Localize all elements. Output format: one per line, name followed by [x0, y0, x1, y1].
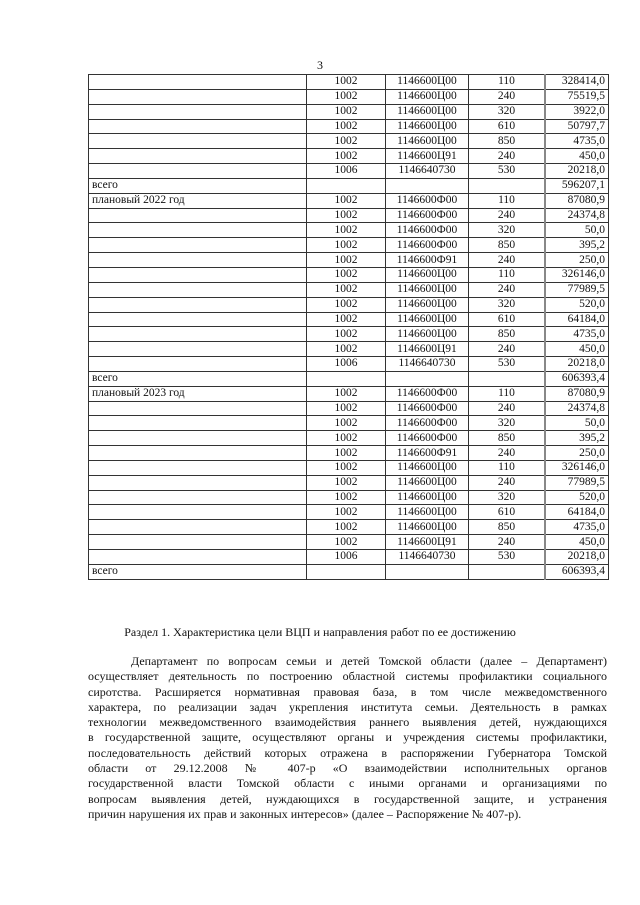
amount-cell: 77989,5 [545, 282, 609, 297]
table-row [89, 550, 609, 565]
target-code-cell: 1146600Ф91 [386, 446, 469, 461]
section-code-cell: 1002 [307, 208, 386, 223]
expense-type-cell: 850 [469, 134, 546, 149]
target-code-cell: 1146600Ц00 [386, 75, 469, 90]
amount-cell: 395,2 [545, 431, 609, 446]
paragraph-line: причин нарушения их прав и законных интересов» (далее – Распоряжение № 407-р). [88, 806, 522, 821]
section-code-cell [307, 564, 386, 579]
amount-cell: 20218,0 [545, 357, 609, 372]
target-code-cell: 1146600Ф00 [386, 401, 469, 416]
table-row [89, 357, 609, 372]
target-code-cell: 1146600Ц00 [386, 520, 469, 535]
expense-type-cell: 240 [469, 149, 546, 164]
amount-cell: 77989,5 [545, 475, 609, 490]
table-row [89, 327, 609, 342]
paragraph-line: последовательность действий которых отражена в распоряжении Губернатора Томской [88, 745, 607, 760]
target-code-cell: 1146640730 [386, 164, 469, 179]
row-label-cell [89, 134, 307, 149]
table-row [89, 89, 609, 104]
table-row [89, 178, 609, 193]
page-number: 3 [317, 58, 323, 72]
expense-type-cell: 110 [469, 386, 546, 401]
amount-cell: 50797,7 [545, 119, 609, 134]
section-code-cell: 1002 [307, 119, 386, 134]
expense-type-cell: 320 [469, 223, 546, 238]
expense-type-cell: 110 [469, 75, 546, 90]
table-row [89, 134, 609, 149]
row-label-cell: плановый 2022 год [89, 193, 307, 208]
amount-cell: 3922,0 [545, 104, 609, 119]
expense-type-cell: 610 [469, 505, 546, 520]
section-code-cell: 1002 [307, 416, 386, 431]
expense-type-cell: 240 [469, 208, 546, 223]
target-code-cell: 1146600Ф00 [386, 208, 469, 223]
row-label-cell: всего [89, 564, 307, 579]
expense-type-cell: 320 [469, 490, 546, 505]
table-row [89, 282, 609, 297]
amount-cell: 4735,0 [545, 327, 609, 342]
section-code-cell [307, 178, 386, 193]
target-code-cell: 1146600Ф00 [386, 416, 469, 431]
amount-cell: 4735,0 [545, 520, 609, 535]
expense-type-cell: 320 [469, 104, 546, 119]
paragraph-line: в государственной защите, осуществляют органы и учреждения системы профилактики, [88, 730, 607, 745]
row-label-cell [89, 208, 307, 223]
table-row [89, 460, 609, 475]
row-label-cell [89, 164, 307, 179]
table-row [89, 505, 609, 520]
target-code-cell: 1146600Ф00 [386, 193, 469, 208]
paragraph-line: государственной власти Томской области с иными органами и организациями по [88, 776, 607, 791]
row-label-cell [89, 223, 307, 238]
section-code-cell: 1002 [307, 327, 386, 342]
amount-cell: 450,0 [545, 149, 609, 164]
row-label-cell: всего [89, 178, 307, 193]
amount-cell: 450,0 [545, 535, 609, 550]
expense-type-cell: 320 [469, 416, 546, 431]
amount-cell: 75519,5 [545, 89, 609, 104]
target-code-cell: 1146600Ц91 [386, 535, 469, 550]
table-row [89, 401, 609, 416]
amount-cell: 520,0 [545, 297, 609, 312]
amount-cell: 64184,0 [545, 312, 609, 327]
table-row [89, 386, 609, 401]
table-row [89, 297, 609, 312]
paragraph-line: характера, по реализации задач укрепления института семьи. Деятельность в рамках [88, 699, 607, 714]
section-code-cell: 1002 [307, 312, 386, 327]
row-label-cell [89, 357, 307, 372]
table-row [89, 104, 609, 119]
expense-type-cell: 850 [469, 327, 546, 342]
target-code-cell: 1146600Ц00 [386, 327, 469, 342]
amount-cell: 64184,0 [545, 505, 609, 520]
section-code-cell: 1002 [307, 460, 386, 475]
section-code-cell: 1002 [307, 89, 386, 104]
amount-cell: 24374,8 [545, 208, 609, 223]
table-row [89, 75, 609, 90]
row-label-cell [89, 460, 307, 475]
expense-type-cell: 240 [469, 535, 546, 550]
row-label-cell [89, 149, 307, 164]
row-label-cell [89, 75, 307, 90]
row-label-cell [89, 550, 307, 565]
target-code-cell [386, 371, 469, 386]
expense-type-cell: 240 [469, 401, 546, 416]
table-row [89, 193, 609, 208]
expense-type-cell: 610 [469, 312, 546, 327]
paragraph-line: технологии межведомственного взаимодействия раннего выявления детей, нуждающихся [88, 715, 607, 730]
table-row [89, 416, 609, 431]
row-label-cell [89, 431, 307, 446]
target-code-cell: 1146600Ц00 [386, 134, 469, 149]
section-code-cell: 1006 [307, 550, 386, 565]
amount-cell: 24374,8 [545, 401, 609, 416]
section-code-cell [307, 371, 386, 386]
target-code-cell: 1146640730 [386, 357, 469, 372]
amount-cell: 328414,0 [545, 75, 609, 90]
target-code-cell [386, 564, 469, 579]
expense-type-cell: 320 [469, 297, 546, 312]
paragraph-line: вопросам выявления детей, нуждающихся в государственной защите, и устранения [88, 791, 607, 806]
target-code-cell: 1146600Ц00 [386, 282, 469, 297]
row-label-cell [89, 267, 307, 282]
table-row [89, 119, 609, 134]
target-code-cell: 1146600Ц00 [386, 312, 469, 327]
table-row [89, 267, 609, 282]
expense-type-cell [469, 564, 546, 579]
section-code-cell: 1002 [307, 520, 386, 535]
paragraph-line: области от 29.12.2008 № 407-р «О взаимодействии исполнительных органов [88, 761, 607, 776]
target-code-cell: 1146600Ф00 [386, 431, 469, 446]
expense-type-cell: 530 [469, 550, 546, 565]
target-code-cell: 1146640730 [386, 550, 469, 565]
section-code-cell: 1002 [307, 446, 386, 461]
row-label-cell [89, 89, 307, 104]
target-code-cell: 1146600Ц00 [386, 505, 469, 520]
amount-cell: 520,0 [545, 490, 609, 505]
expense-type-cell: 850 [469, 431, 546, 446]
amount-cell: 326146,0 [545, 267, 609, 282]
row-label-cell [89, 253, 307, 268]
table-row [89, 342, 609, 357]
table-row [89, 238, 609, 253]
target-code-cell: 1146600Ц91 [386, 342, 469, 357]
row-label-cell [89, 505, 307, 520]
target-code-cell: 1146600Ц00 [386, 460, 469, 475]
amount-cell: 87080,9 [545, 386, 609, 401]
table-row [89, 446, 609, 461]
table-row [89, 208, 609, 223]
expense-type-cell: 850 [469, 238, 546, 253]
section-code-cell: 1002 [307, 134, 386, 149]
expense-type-cell: 240 [469, 446, 546, 461]
amount-cell: 395,2 [545, 238, 609, 253]
target-code-cell: 1146600Ц00 [386, 267, 469, 282]
table-row [89, 312, 609, 327]
expense-type-cell: 110 [469, 267, 546, 282]
row-label-cell [89, 535, 307, 550]
paragraph-line: Департамент по вопросам семьи и детей Томской области (далее – Департамент) [131, 654, 607, 668]
paragraph-line: сиротства. Расширяется нормативная правовая база, в том числе межведомственного [88, 684, 607, 699]
target-code-cell: 1146600Ц00 [386, 104, 469, 119]
table-row [89, 475, 609, 490]
row-label-cell [89, 119, 307, 134]
expense-type-cell: 240 [469, 475, 546, 490]
section-code-cell: 1002 [307, 297, 386, 312]
row-label-cell [89, 297, 307, 312]
amount-cell: 50,0 [545, 416, 609, 431]
row-label-cell: всего [89, 371, 307, 386]
expense-type-cell [469, 371, 546, 386]
section-code-cell: 1002 [307, 505, 386, 520]
row-label-cell [89, 238, 307, 253]
paragraph-line: осуществляет деятельность по построению областной системы профилактики социального [88, 669, 607, 684]
expense-type-cell: 110 [469, 193, 546, 208]
target-code-cell: 1146600Ц00 [386, 475, 469, 490]
table-row [89, 223, 609, 238]
target-code-cell: 1146600Ц00 [386, 297, 469, 312]
body-paragraph [88, 654, 607, 822]
expense-type-cell: 240 [469, 282, 546, 297]
row-label-cell [89, 520, 307, 535]
table-row [89, 564, 609, 579]
amount-cell: 596207,1 [545, 178, 609, 193]
amount-cell: 326146,0 [545, 460, 609, 475]
section-code-cell: 1002 [307, 282, 386, 297]
section-code-cell: 1002 [307, 267, 386, 282]
row-label-cell [89, 312, 307, 327]
target-code-cell: 1146600Ф91 [386, 253, 469, 268]
section-code-cell: 1002 [307, 238, 386, 253]
row-label-cell [89, 327, 307, 342]
section-code-cell: 1002 [307, 401, 386, 416]
section-code-cell: 1002 [307, 535, 386, 550]
amount-cell: 250,0 [545, 253, 609, 268]
expense-type-cell: 110 [469, 460, 546, 475]
amount-cell: 606393,4 [545, 564, 609, 579]
row-label-cell [89, 401, 307, 416]
amount-cell: 87080,9 [545, 193, 609, 208]
expense-type-cell: 850 [469, 520, 546, 535]
section-code-cell: 1006 [307, 357, 386, 372]
amount-cell: 4735,0 [545, 134, 609, 149]
table-row [89, 490, 609, 505]
row-label-cell [89, 282, 307, 297]
row-label-cell [89, 446, 307, 461]
target-code-cell: 1146600Ф00 [386, 386, 469, 401]
row-label-cell [89, 342, 307, 357]
section-code-cell: 1002 [307, 475, 386, 490]
table-row [89, 431, 609, 446]
row-label-cell [89, 104, 307, 119]
row-label-cell: плановый 2023 год [89, 386, 307, 401]
expense-type-cell: 240 [469, 342, 546, 357]
target-code-cell: 1146600Ф00 [386, 223, 469, 238]
budget-table [88, 74, 609, 580]
section-code-cell: 1002 [307, 193, 386, 208]
section-code-cell: 1002 [307, 253, 386, 268]
table-row [89, 535, 609, 550]
target-code-cell: 1146600Ц00 [386, 119, 469, 134]
section-code-cell: 1002 [307, 431, 386, 446]
section-code-cell: 1002 [307, 149, 386, 164]
expense-type-cell: 530 [469, 357, 546, 372]
target-code-cell: 1146600Ц00 [386, 89, 469, 104]
target-code-cell [386, 178, 469, 193]
expense-type-cell [469, 178, 546, 193]
section-heading: Раздел 1. Характеристика цели ВЦП и направления работ по ее достижению [124, 625, 516, 639]
row-label-cell [89, 490, 307, 505]
amount-cell: 50,0 [545, 223, 609, 238]
section-code-cell: 1002 [307, 490, 386, 505]
target-code-cell: 1146600Ц00 [386, 490, 469, 505]
amount-cell: 450,0 [545, 342, 609, 357]
table-row [89, 253, 609, 268]
section-code-cell: 1002 [307, 342, 386, 357]
target-code-cell: 1146600Ц91 [386, 149, 469, 164]
section-code-cell: 1002 [307, 223, 386, 238]
section-code-cell: 1002 [307, 104, 386, 119]
table-row [89, 149, 609, 164]
table-row [89, 371, 609, 386]
expense-type-cell: 240 [469, 89, 546, 104]
amount-cell: 250,0 [545, 446, 609, 461]
amount-cell: 20218,0 [545, 164, 609, 179]
expense-type-cell: 530 [469, 164, 546, 179]
row-label-cell [89, 416, 307, 431]
expense-type-cell: 610 [469, 119, 546, 134]
amount-cell: 20218,0 [545, 550, 609, 565]
section-code-cell: 1006 [307, 164, 386, 179]
target-code-cell: 1146600Ф00 [386, 238, 469, 253]
table-row [89, 520, 609, 535]
section-code-cell: 1002 [307, 75, 386, 90]
section-code-cell: 1002 [307, 386, 386, 401]
expense-type-cell: 240 [469, 253, 546, 268]
amount-cell: 606393,4 [545, 371, 609, 386]
row-label-cell [89, 475, 307, 490]
table-row [89, 164, 609, 179]
